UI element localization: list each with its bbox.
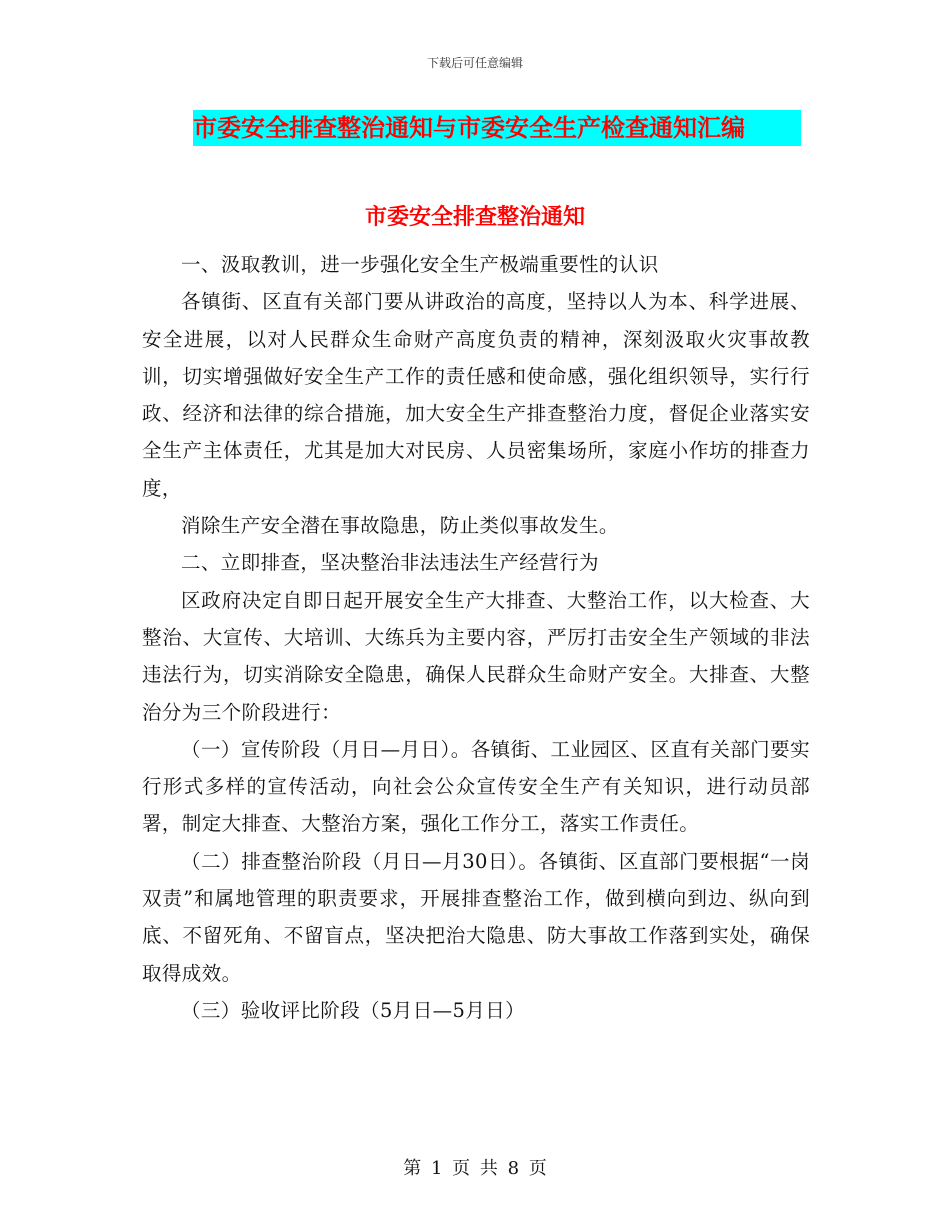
page-number: 第 1 页 共 8 页	[403, 1158, 547, 1179]
paragraph: 一、汲取教训，进一步强化安全生产极端重要性的认识	[181, 253, 659, 276]
paragraph: （二）排查整治阶段（月日—月30日）。各镇街、区直部门要根据“一岗双责”和属地管理的职责要求，开展排查整治工作，做到横向到边、纵向到底、不留死角、不留盲点，坚决把治大隐患、防大事故工作落到实处，确保取得成效。	[142, 849, 810, 985]
document-body	[142, 246, 810, 1029]
document-title: 市委安全排查整治通知与市委安全生产检查通知汇编	[193, 114, 745, 142]
paragraph: 区政府决定自即日起开展安全生产大排查、大整治工作，以大检查、大整治、大宣传、大培训、大练兵为主要内容，严厉打击安全生产领域的非法违法行为，切实消除安全隐患，确保人民群众生命财产安全。大排查、大整治分为三个阶段进行：	[142, 588, 810, 724]
paragraph: （三）验收评比阶段（5月日—5月日）	[181, 998, 526, 1022]
section-title: 市委安全排查整治通知	[364, 205, 585, 230]
paragraph: 二、立即排查，坚决整治非法违法生产经营行为	[181, 551, 599, 575]
paragraph: （一）宣传阶段（月日—月日）。各镇街、工业园区、区直有关部门要实行形式多样的宣传活动，向社会公众宣传安全生产有关知识，进行动员部署，制定大排查、大整治方案，强化工作分工，落实工作责任。	[142, 737, 810, 836]
header-note: 下载后可任意编辑	[426, 56, 523, 70]
paragraph: 各镇街、区直有关部门要从讲政治的高度，坚持以人为本、科学进展、安全进展，以对人民群众生命财产高度负责的精神，深刻汲取火灾事故教训，切实增强做好安全生产工作的责任感和使命感，强化组织领导，实行行政、经济和法律的综合措施，加大安全生产排查整治力度，督促企业落实安全生产主体责任，尤其是加大对民房、人员密集场所，家庭小作坊的排查力度，	[142, 290, 810, 500]
paragraph: 消除生产安全潜在事故隐患，防止类似事故发生。	[181, 514, 619, 538]
